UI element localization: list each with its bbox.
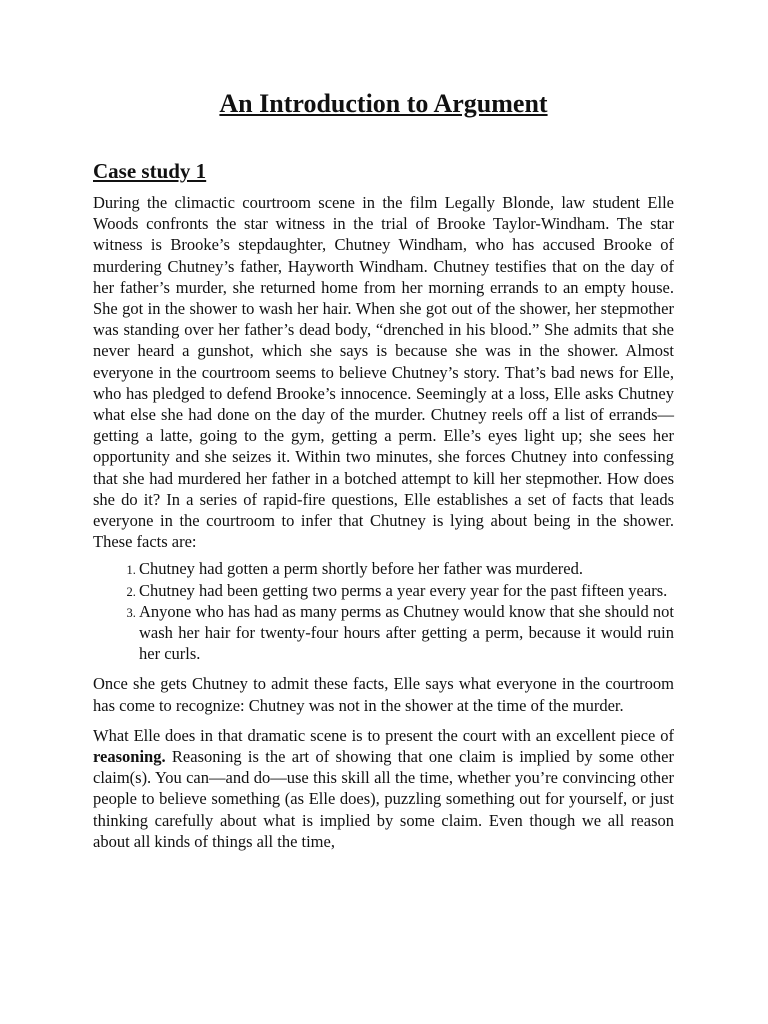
facts-list	[93, 558, 674, 664]
reasoning-term: reasoning.	[93, 747, 166, 767]
reasoning-paragraph	[93, 725, 674, 852]
intro-paragraph: During the climactic courtroom scene in the film Legally Blonde, law student Elle Woods confronts the star witness in the trial of Brooke Taylor-Windham. The star witness is Brooke’s stepdaughter, Chutney Windham, who has accused Brooke of murdering Chutney’s father, Hayworth Windham. Chutney testifies that on the day of her father’s murder, she returned home from her morning errands to an empty house. She got in the shower to wash her hair. When she got out of the shower, her stepmother was standing over her father’s dead body, “drenched in his blood.” She admits that she never heard a gunshot, which she says is because she was in the shower. Almost everyone in the courtroom seems to believe Chutney’s story. That’s bad news for Elle, who has pledged to defend Brooke’s innocence. Seemingly at a loss, Elle asks Chutney what else she had done on the day of the murder. Chutney reels off a list of errands—getting a latte, going to the gym, getting a perm. Elle’s eyes light up; she sees her opportunity and she seizes it. Within two minutes, she forces Chutney into confessing that she had murdered her father in a botched attempt to kill her stepmother. How does she do it? In a series of rapid-fire questions, Elle establishes a set of facts that leads everyone in the courtroom to infer that Chutney is lying about being in the shower. These facts are:	[93, 193, 674, 552]
fact-item: 3. Anyone who has had as many perms as Chutney would know that she should not wash her hair for twenty-four hours after getting a perm, because it would ruin her curls.	[139, 601, 674, 665]
reasoning-text-start: What Elle does in that dramatic scene is to present the court with an excellent piece of	[93, 725, 674, 745]
conclusion-paragraph: Once she gets Chutney to admit these facts, Elle says what everyone in the courtroom has come to recognize: Chutney was not in the shower at the time of the murder.	[93, 674, 674, 715]
fact-item: 2. Chutney had been getting two perms a year every year for the past fifteen years.	[139, 580, 674, 601]
fact-item: 1. Chutney had gotten a perm shortly before her father was murdered.	[139, 558, 674, 579]
reasoning-text-end: Reasoning is the art of showing that one claim is implied by some other claim(s). You can—and do—use this skill all the time, whether you’re convincing other people to believe something (as Elle does), puzzling something out for yourself, or just thinking carefully about what is implied by some claim. Even though we all reason about all kinds of things all the time,	[93, 747, 674, 851]
section-heading: Case study 1	[93, 159, 207, 183]
document-title: An Introduction to Argument	[219, 89, 548, 118]
